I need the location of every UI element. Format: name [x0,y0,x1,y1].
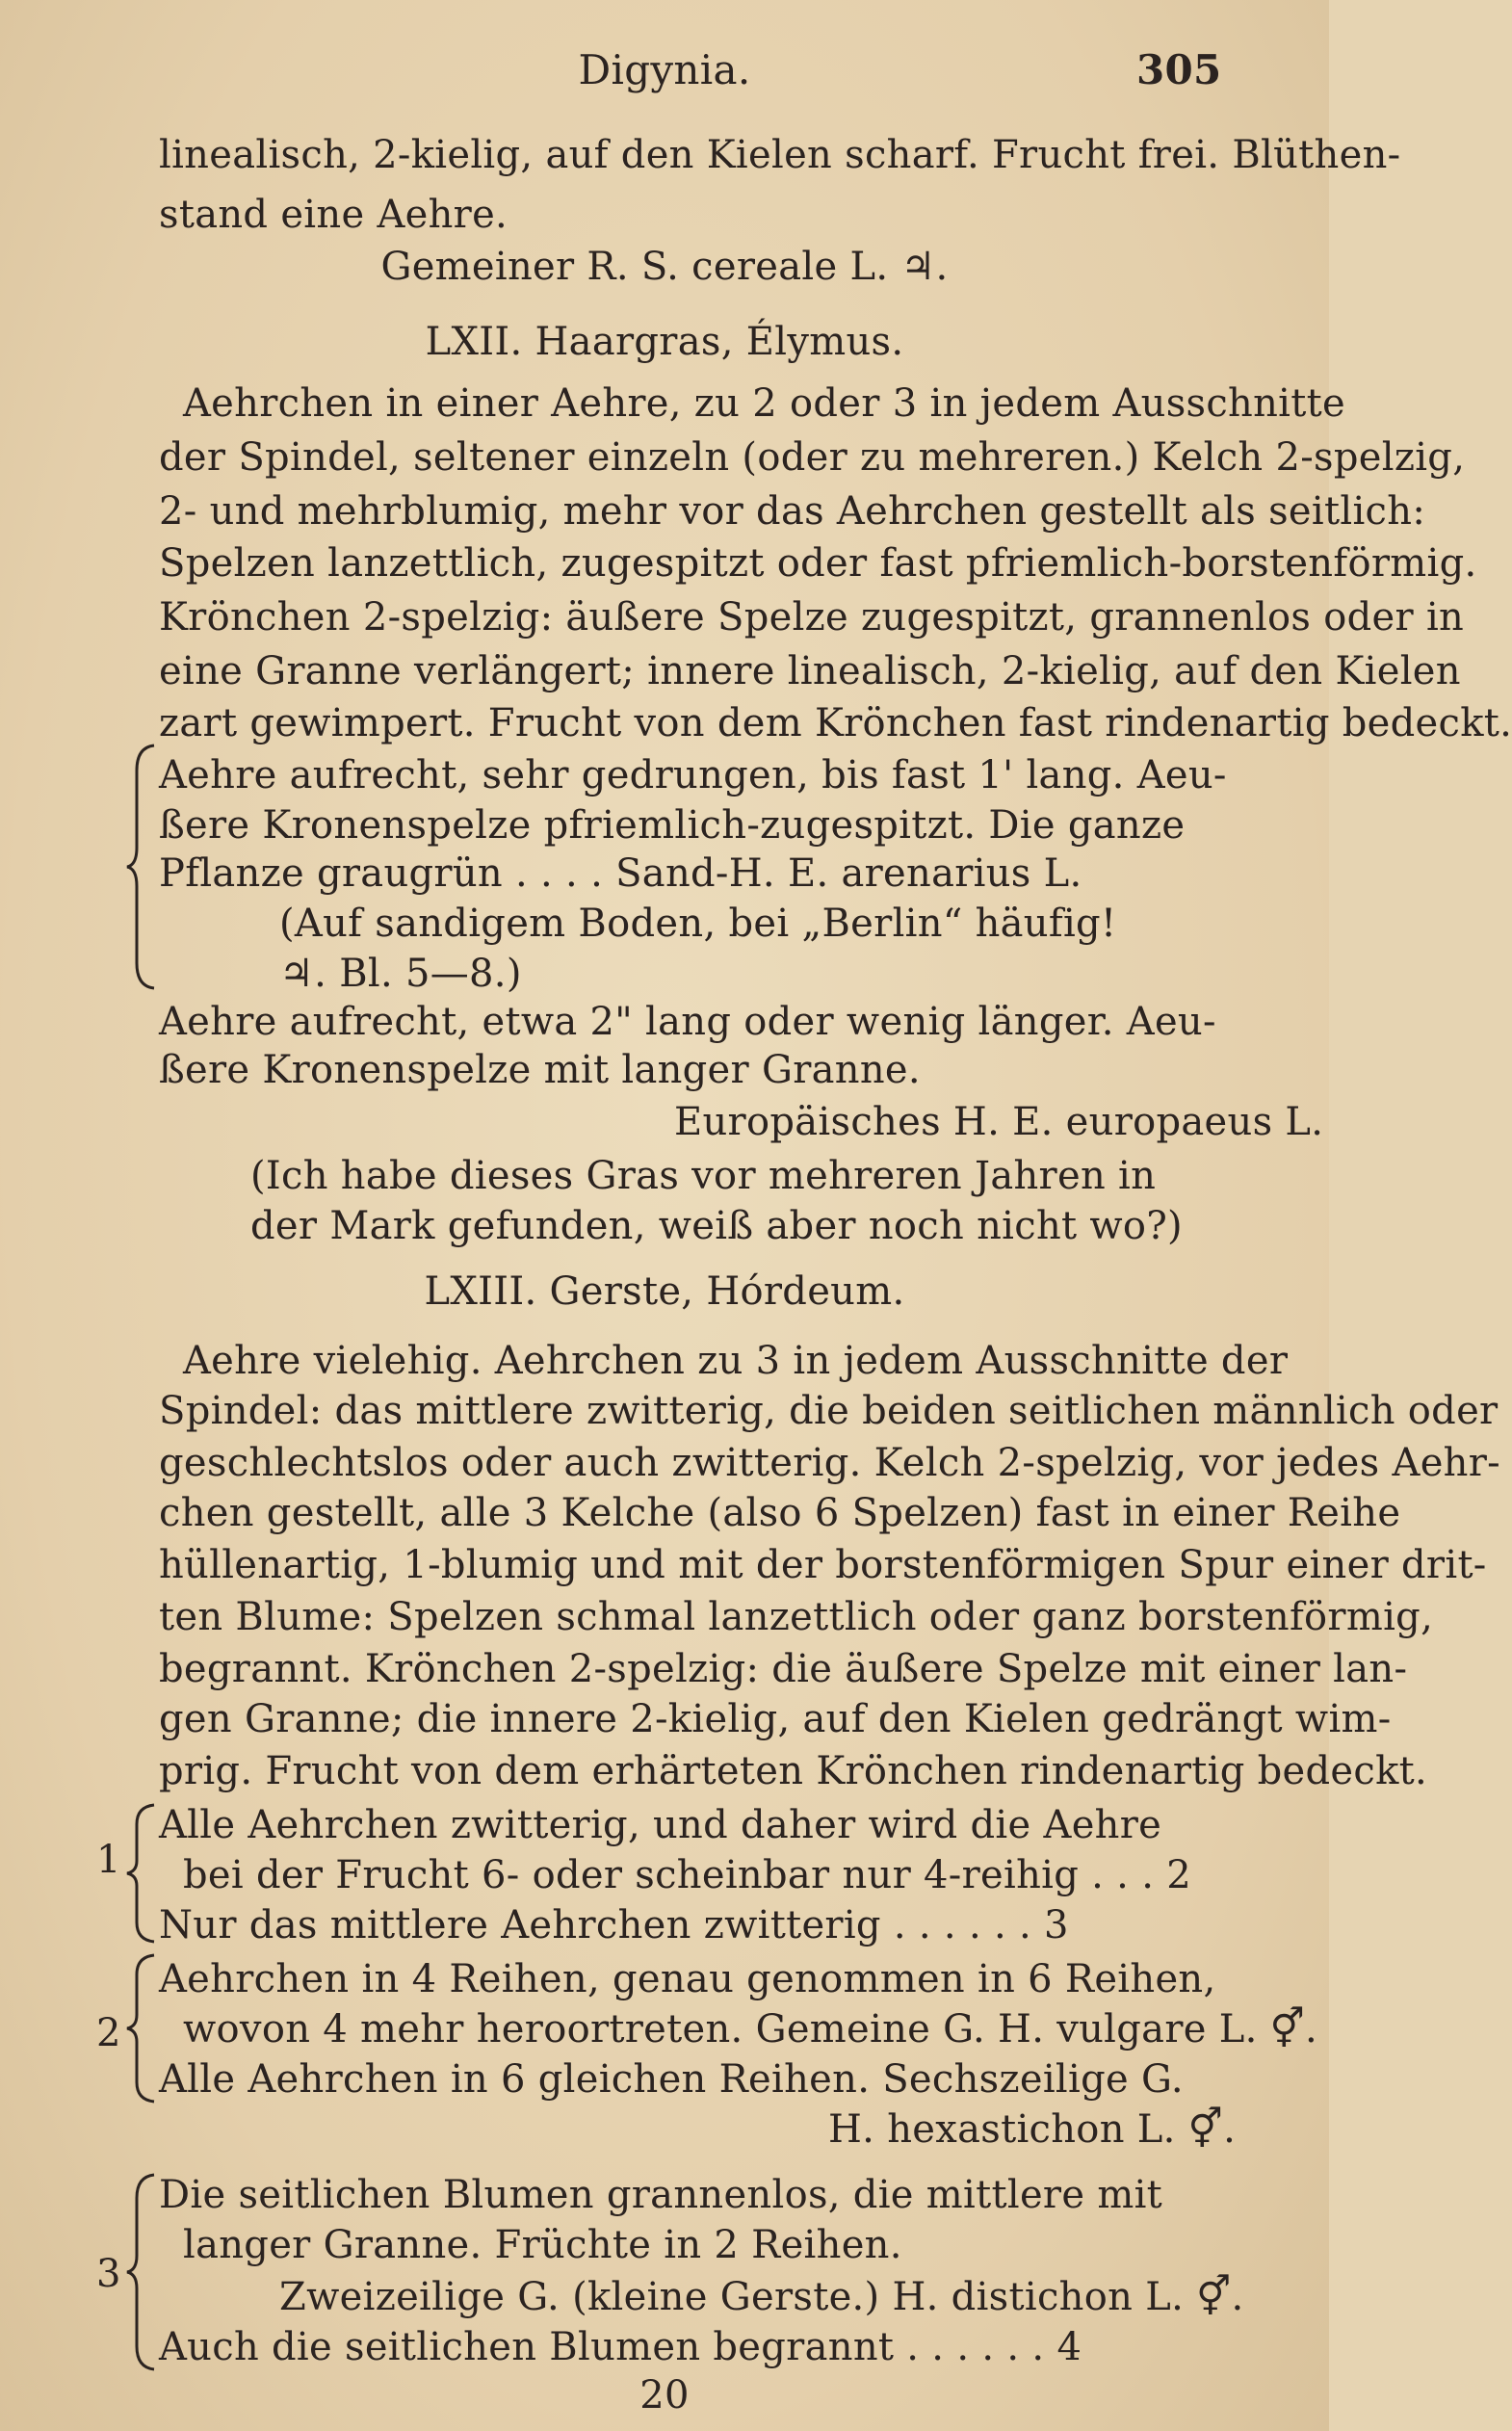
brace-icon [125,1951,158,2105]
text-line: Aehrchen in einer Aehre, zu 2 oder 3 in jedem Ausschnitte [183,381,1345,426]
text-line: Krönchen 2-spelzig: äußere Spelze zugespitzt, grannenlos oder in [159,595,1465,640]
text-line: hüllenartig, 1-blumig und mit der borstenförmigen Spur einer drit- [159,1543,1487,1587]
brace-icon [125,1801,158,1946]
text-line: Spindel: das mittlere zwitterig, die beiden seitlichen männlich oder [159,1389,1499,1433]
brace-icon [125,742,158,992]
note-line: (Ich habe dieses Gras vor mehreren Jahren in [250,1154,1157,1198]
page-number: 305 [1136,46,1222,93]
text-line: geschlechtslos oder auch zwitterig. Kelch 2-spelzig, vor jedes Aehr- [159,1441,1500,1485]
text-line: ten Blume: Spelzen schmal lanzettlich oder ganz borstenförmig, [159,1595,1434,1639]
note-line: der Mark gefunden, weiß aber noch nicht wo?) [250,1204,1183,1248]
key-line: bei der Frucht 6- oder scheinbar nur 4-reihig . . . 2 [183,1853,1191,1897]
key-line: Auch die seitlichen Blumen begrannt . . . . . . 4 [159,2325,1082,2369]
genus-title: LXIII. Gerste, Hórdeum. [424,1269,905,1314]
text-line: 2- und mehrblumig, mehr vor das Aehrchen gestellt als seitlich: [159,489,1426,534]
text-line: begrannt. Krönchen 2-spelzig: die äußere Spelze mit einer lan- [159,1647,1408,1691]
text-line: eine Granne verlängert; innere linealisch, 2-kielig, auf den Kielen [159,649,1461,693]
text-line: stand eine Aehre. [159,193,508,237]
key-line: Alle Aehrchen zwitterig, und daher wird die Aehre [159,1803,1162,1847]
key-line: Aehre aufrecht, sehr gedrungen, bis fast 1' lang. Aeu- [159,753,1227,797]
key-line: ßere Kronenspelze pfriemlich-zugespitzt. Die ganze [159,803,1186,848]
species-name: Europäisches H. E. europaeus L. [674,1100,1324,1144]
key-line: Zweizeilige G. (kleine Gerste.) H. distichon L. ⚥. [279,2275,1244,2319]
signature-mark: 20 [639,2373,690,2418]
key-number: 3 [96,2252,121,2296]
text-line: gen Granne; die innere 2-kielig, auf den Kielen gedrängt wim- [159,1697,1392,1741]
species-name: H. hexastichon L. ⚥. [828,2107,1237,2152]
running-head: Digynia. [578,46,751,93]
text-line: prig. Frucht von dem erhärteten Krönchen rindenartig bedeckt. [159,1749,1428,1793]
key-number: 1 [96,1838,121,1882]
key-number: 2 [96,2011,121,2055]
key-line: langer Granne. Früchte in 2 Reihen. [183,2223,902,2267]
key-line: wovon 4 mehr heroortreten. Gemeine G. H. vulgare L. ⚥. [183,2007,1318,2052]
key-line: ßere Kronenspelze mit langer Granne. [159,1048,921,1092]
genus-title: LXII. Haargras, Élymus. [425,320,904,364]
key-line: Die seitlichen Blumen grannenlos, die mittlere mit [159,2173,1163,2217]
text-line: Aehre vielehig. Aehrchen zu 3 in jedem Ausschnitte der [183,1339,1289,1383]
text-line: der Spindel, seltener einzeln (oder zu mehreren.) Kelch 2-spelzig, [159,435,1466,480]
text-line: chen gestellt, alle 3 Kelche (also 6 Spelzen) fast in einer Reihe [159,1491,1401,1535]
text-line: Spelzen lanzettlich, zugespitzt oder fast pfriemlich-borstenförmig. [159,541,1477,586]
key-line: Aehre aufrecht, etwa 2" lang oder wenig länger. Aeu- [159,1000,1216,1044]
key-line: Alle Aehrchen in 6 gleichen Reihen. Sechszeilige G. [159,2057,1184,2102]
brace-icon [125,2171,158,2373]
key-line: Pflanze graugrün . . . . Sand-H. E. arenarius L. [159,851,1082,896]
text-line: linealisch, 2-kielig, auf den Kielen scharf. Frucht frei. Blüthen- [159,133,1401,177]
species-name: Gemeiner R. S. cereale L. ♃. [380,245,949,289]
text-line: zart gewimpert. Frucht von dem Krönchen fast rindenartig bedeckt. [159,701,1512,745]
key-line: Aehrchen in 4 Reihen, genau genommen in 6 Reihen, [159,1957,1216,2001]
key-line: ♃. Bl. 5—8.) [279,952,522,996]
key-line: Nur das mittlere Aehrchen zwitterig . . . . . . 3 [159,1903,1069,1947]
key-line: (Auf sandigem Boden, bei „Berlin“ häufig! [279,902,1117,946]
